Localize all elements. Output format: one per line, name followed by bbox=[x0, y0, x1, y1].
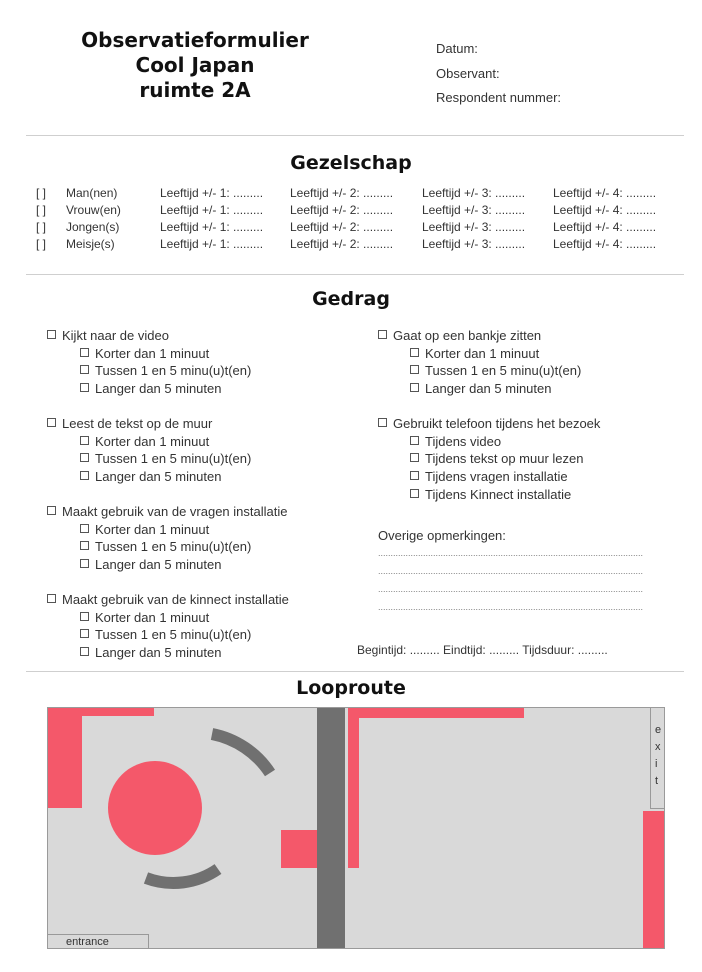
checkbox[interactable] bbox=[410, 436, 419, 445]
checkbox[interactable] bbox=[80, 629, 89, 638]
section-heading-looproute: Looproute bbox=[296, 677, 406, 699]
checkbox[interactable] bbox=[80, 453, 89, 462]
option-checkbox[interactable]: Langer dan 5 minuten bbox=[80, 644, 221, 661]
checkbox[interactable] bbox=[47, 506, 56, 515]
option-checkbox[interactable]: Langer dan 5 minuten bbox=[80, 468, 221, 485]
remarks-line[interactable]: .......................................................................................................... bbox=[378, 584, 644, 594]
title-line-3: ruimte 2A bbox=[139, 78, 251, 102]
time-fields[interactable]: Begintijd: ......... Eindtijd: ......... Tijdsduur: ......... bbox=[357, 643, 608, 657]
option-checkbox[interactable]: Tussen 1 en 5 minu(u)t(en) bbox=[80, 362, 251, 379]
bench-arc-top bbox=[212, 734, 270, 773]
age-field-3[interactable]: Leeftijd +/- 3: ......... bbox=[422, 186, 526, 200]
age-field-4[interactable]: Leeftijd +/- 4: ......... bbox=[553, 186, 657, 200]
checkbox[interactable] bbox=[80, 559, 89, 568]
round-table bbox=[108, 761, 202, 855]
checkbox[interactable] bbox=[410, 471, 419, 480]
row-label: Vrouw(en) bbox=[66, 203, 121, 217]
option-checkbox[interactable]: Tijdens tekst op muur lezen bbox=[410, 450, 583, 467]
option-checkbox[interactable]: Tussen 1 en 5 minu(u)t(en) bbox=[410, 362, 581, 379]
exit-marker: e x i t bbox=[650, 708, 665, 809]
option-checkbox[interactable]: Korter dan 1 minuut bbox=[80, 433, 209, 450]
age-field-2[interactable]: Leeftijd +/- 2: ......... bbox=[290, 237, 394, 251]
divider bbox=[26, 671, 684, 672]
observer-label[interactable]: Observant: bbox=[436, 66, 500, 81]
remarks-line[interactable]: .......................................................................................................... bbox=[378, 566, 644, 576]
checkbox[interactable]: [ ] bbox=[36, 186, 47, 200]
age-field-2[interactable]: Leeftijd +/- 2: ......... bbox=[290, 203, 394, 217]
option-checkbox[interactable]: Korter dan 1 minuut bbox=[410, 345, 539, 362]
checkbox[interactable] bbox=[410, 365, 419, 374]
row-label: Man(nen) bbox=[66, 186, 118, 200]
checkbox[interactable]: [ ] bbox=[36, 220, 47, 234]
behavior-phone[interactable]: Gebruikt telefoon tijdens het bezoek bbox=[378, 415, 600, 432]
option-checkbox[interactable]: Langer dan 5 minuten bbox=[80, 556, 221, 573]
checkbox[interactable] bbox=[410, 348, 419, 357]
age-field-4[interactable]: Leeftijd +/- 4: ......... bbox=[553, 237, 657, 251]
behavior-bench[interactable]: Gaat op een bankje zitten bbox=[378, 327, 541, 344]
option-checkbox[interactable]: Tussen 1 en 5 minu(u)t(en) bbox=[80, 450, 251, 467]
option-checkbox[interactable]: Tijdens Kinnect installatie bbox=[410, 486, 571, 503]
floor-map bbox=[47, 707, 665, 949]
title-line-1: Observatieformulier bbox=[81, 28, 309, 52]
checkbox[interactable] bbox=[47, 594, 56, 603]
remarks-label: Overige opmerkingen: bbox=[378, 528, 506, 543]
title-line-2: Cool Japan bbox=[135, 53, 255, 77]
checkbox[interactable] bbox=[410, 453, 419, 462]
checkbox[interactable]: [ ] bbox=[36, 237, 47, 251]
option-checkbox[interactable]: Korter dan 1 minuut bbox=[80, 345, 209, 362]
divider bbox=[26, 274, 684, 275]
checkbox[interactable] bbox=[80, 348, 89, 357]
behavior-kinnect-installation[interactable]: Maakt gebruik van de kinnect installatie bbox=[47, 591, 289, 608]
age-field-2[interactable]: Leeftijd +/- 2: ......... bbox=[290, 220, 394, 234]
row-label: Meisje(s) bbox=[66, 237, 115, 251]
checkbox[interactable] bbox=[80, 436, 89, 445]
checkbox[interactable]: [ ] bbox=[36, 203, 47, 217]
behavior-video[interactable]: Kijkt naar de video bbox=[47, 327, 169, 344]
option-checkbox[interactable]: Tussen 1 en 5 minu(u)t(en) bbox=[80, 538, 251, 555]
age-field-1[interactable]: Leeftijd +/- 1: ......... bbox=[160, 237, 264, 251]
checkbox[interactable] bbox=[80, 471, 89, 480]
row-label: Jongen(s) bbox=[66, 220, 120, 234]
checkbox[interactable] bbox=[80, 541, 89, 550]
checkbox[interactable] bbox=[80, 647, 89, 656]
option-checkbox[interactable]: Korter dan 1 minuut bbox=[80, 609, 209, 626]
behavior-wall-text[interactable]: Leest de tekst op de muur bbox=[47, 415, 212, 432]
checkbox[interactable] bbox=[80, 524, 89, 533]
checkbox[interactable] bbox=[47, 330, 56, 339]
checkbox[interactable] bbox=[378, 330, 387, 339]
age-field-1[interactable]: Leeftijd +/- 1: ......... bbox=[160, 220, 264, 234]
option-checkbox[interactable]: Langer dan 5 minuten bbox=[410, 380, 551, 397]
section-heading-gedrag: Gedrag bbox=[312, 288, 390, 310]
age-field-3[interactable]: Leeftijd +/- 3: ......... bbox=[422, 220, 526, 234]
bench-arc-bottom bbox=[146, 869, 218, 883]
option-checkbox[interactable]: Langer dan 5 minuten bbox=[80, 380, 221, 397]
option-checkbox[interactable]: Tijdens vragen installatie bbox=[410, 468, 568, 485]
checkbox[interactable] bbox=[80, 365, 89, 374]
behavior-questions-installation[interactable]: Maakt gebruik van de vragen installatie bbox=[47, 503, 287, 520]
option-checkbox[interactable]: Tussen 1 en 5 minu(u)t(en) bbox=[80, 626, 251, 643]
remarks-line[interactable]: .......................................................................................................... bbox=[378, 548, 644, 558]
seating-area bbox=[48, 708, 665, 949]
checkbox[interactable] bbox=[80, 612, 89, 621]
age-field-1[interactable]: Leeftijd +/- 1: ......... bbox=[160, 203, 264, 217]
option-checkbox[interactable]: Tijdens video bbox=[410, 433, 501, 450]
checkbox[interactable] bbox=[410, 383, 419, 392]
form-title bbox=[30, 28, 360, 103]
option-checkbox[interactable]: Korter dan 1 minuut bbox=[80, 521, 209, 538]
divider bbox=[26, 135, 684, 136]
age-field-1[interactable]: Leeftijd +/- 1: ......... bbox=[160, 186, 264, 200]
entrance-marker: entrance bbox=[48, 934, 149, 949]
checkbox[interactable] bbox=[410, 489, 419, 498]
respondent-number-label[interactable]: Respondent nummer: bbox=[436, 90, 562, 105]
date-label[interactable]: Datum: bbox=[436, 41, 478, 56]
age-field-2[interactable]: Leeftijd +/- 2: ......... bbox=[290, 186, 394, 200]
checkbox[interactable] bbox=[47, 418, 56, 427]
age-field-3[interactable]: Leeftijd +/- 3: ......... bbox=[422, 237, 526, 251]
checkbox[interactable] bbox=[80, 383, 89, 392]
age-field-4[interactable]: Leeftijd +/- 4: ......... bbox=[553, 203, 657, 217]
checkbox[interactable] bbox=[378, 418, 387, 427]
section-heading-gezelschap: Gezelschap bbox=[290, 152, 412, 174]
remarks-line[interactable]: .......................................................................................................... bbox=[378, 602, 644, 612]
age-field-4[interactable]: Leeftijd +/- 4: ......... bbox=[553, 220, 657, 234]
age-field-3[interactable]: Leeftijd +/- 3: ......... bbox=[422, 203, 526, 217]
